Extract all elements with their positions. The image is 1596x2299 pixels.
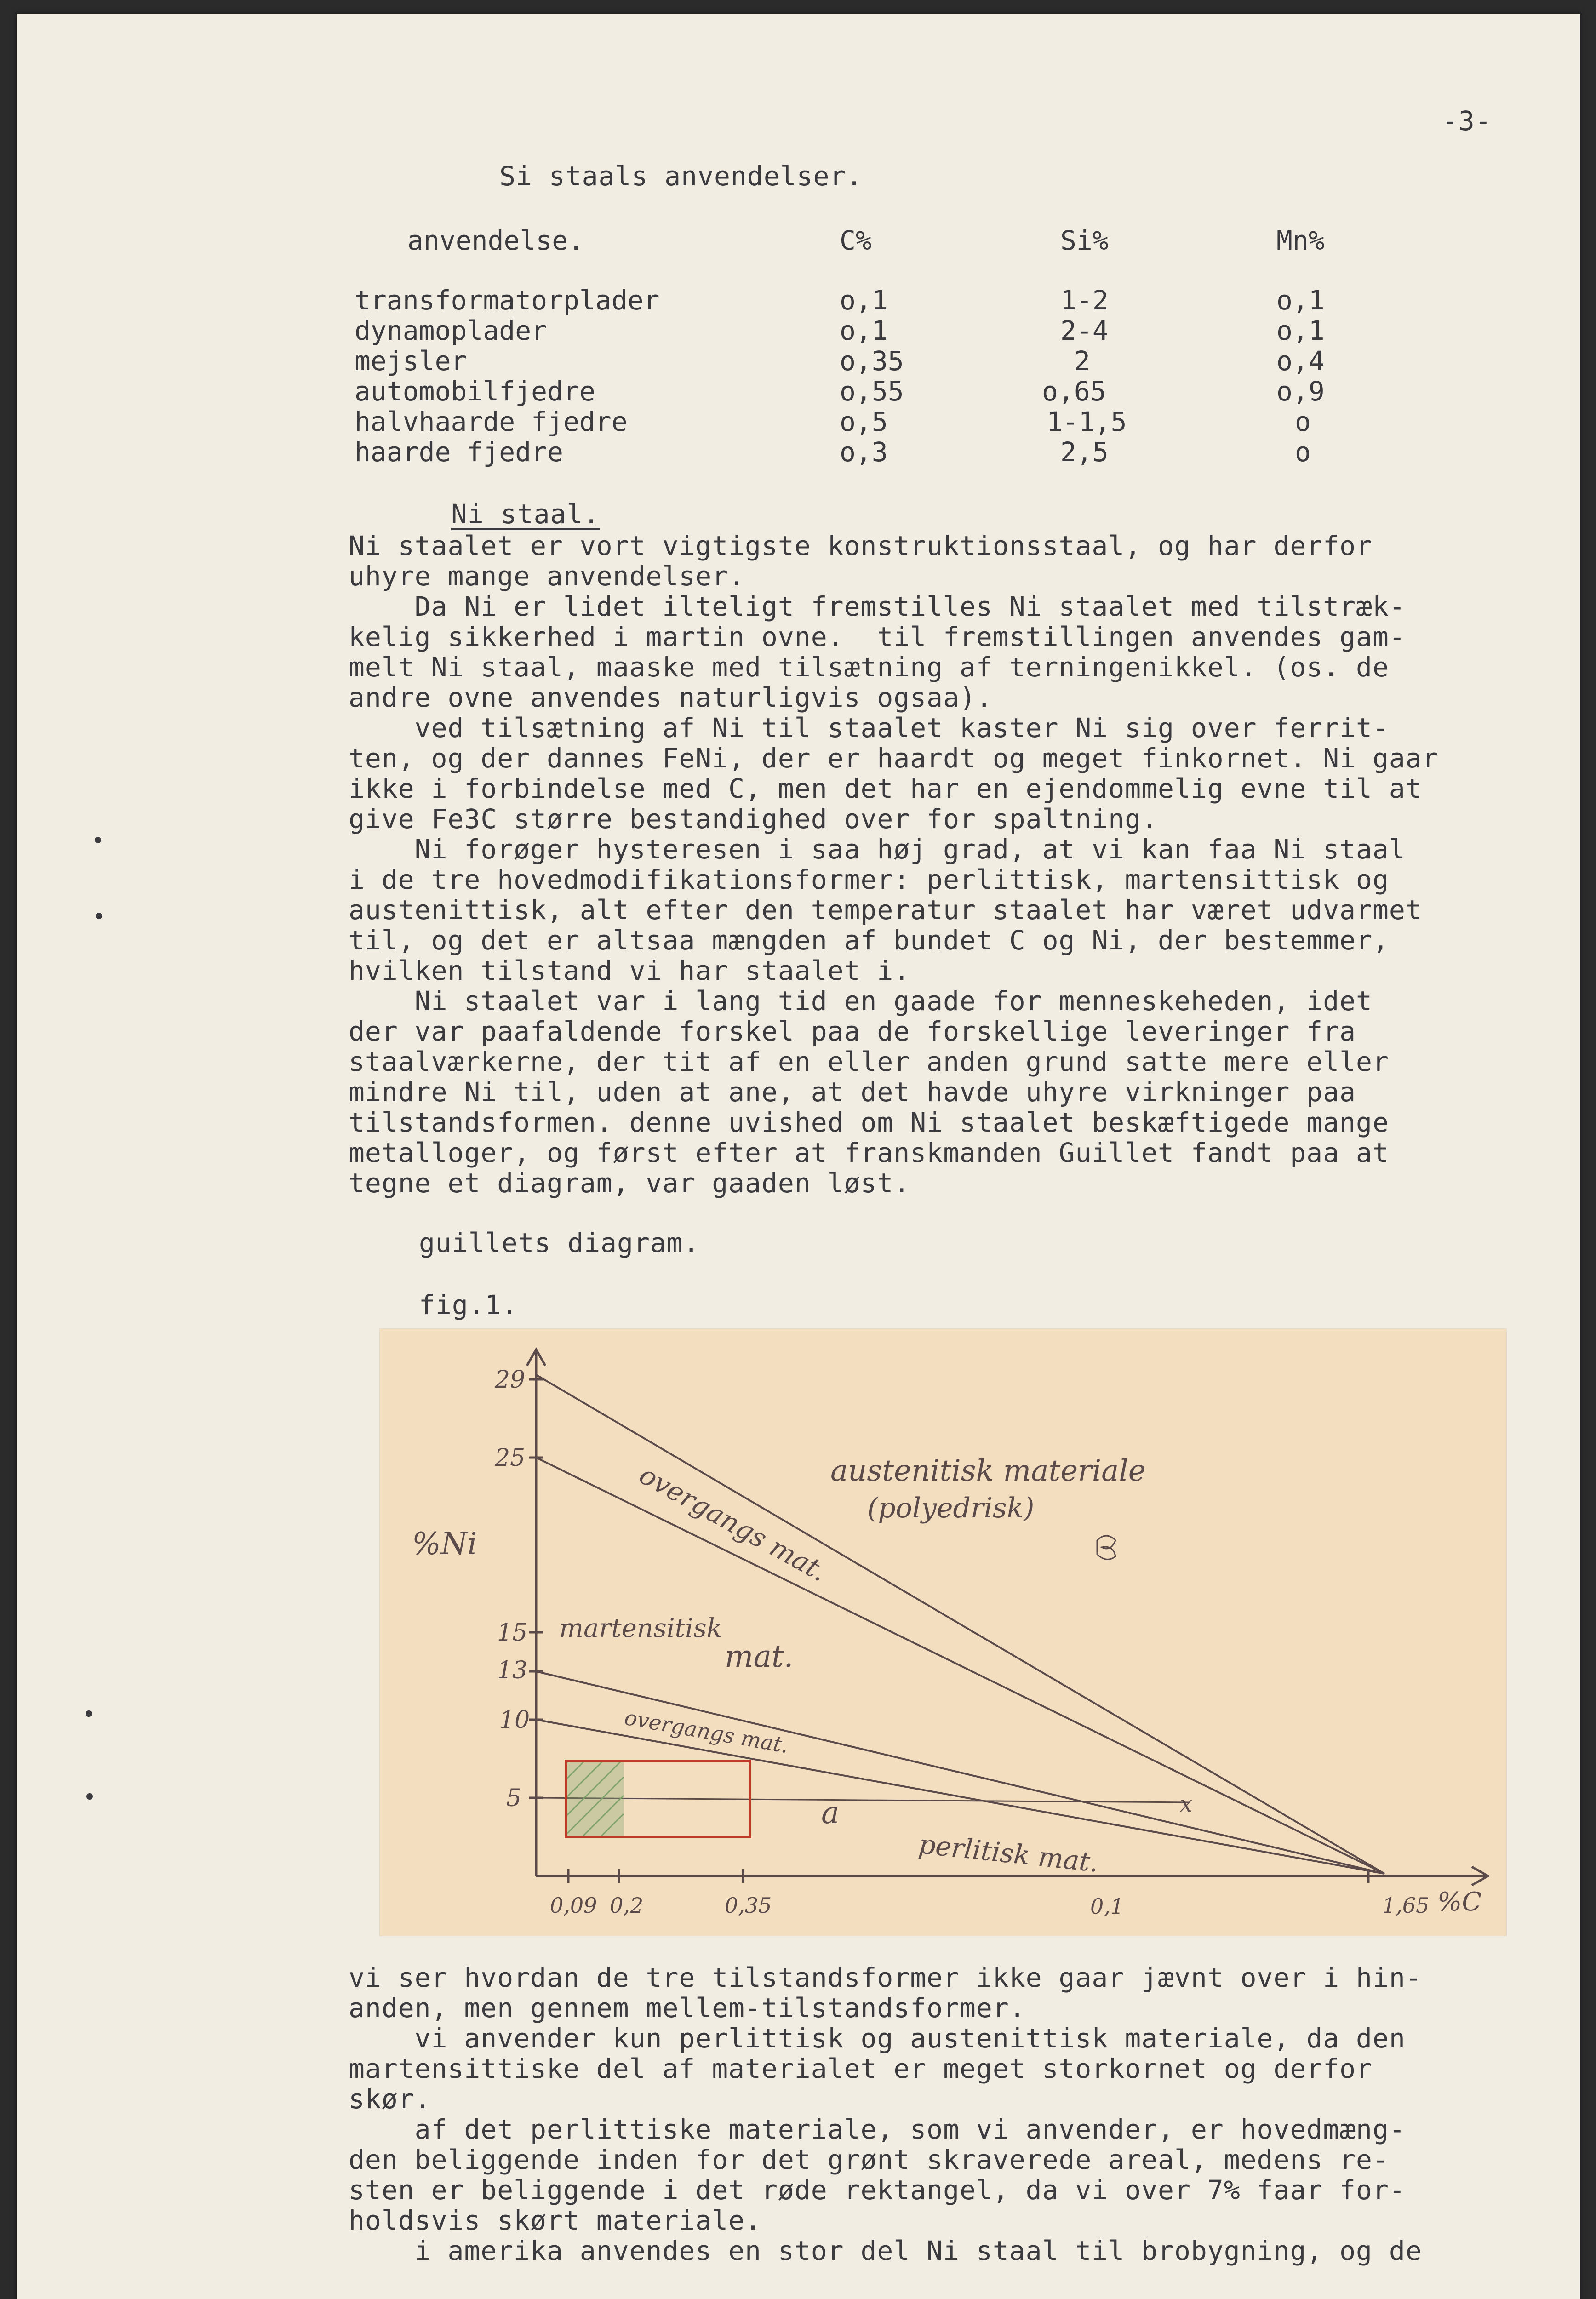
text-line: melt Ni staal, maaske med tilsætning af terningenikkel. (os. de — [349, 652, 1389, 683]
text-line: der var paafaldende forskel paa de forskellige leveringer fra — [349, 1016, 1356, 1047]
table-header-mn: Mn% — [1276, 225, 1325, 256]
text-line: Ni staalet var i lang tid en gaade for menneskeheden, idet — [349, 985, 1373, 1017]
table-cell: o,35 — [840, 345, 904, 377]
text-line: ten, og der dannes FeNi, der er haardt og meget finkornet. Ni gaar — [349, 743, 1439, 774]
text-line: metalloger, og først efter at franskmanden Guillet fandt paa at — [349, 1137, 1389, 1168]
guillet-diagram-figure — [380, 1329, 1506, 1936]
table-cell: o,3 — [840, 436, 888, 468]
binder-hole-mark — [95, 837, 101, 843]
y-tick-label: 5 — [506, 1784, 522, 1812]
page-number: -3- — [1442, 105, 1492, 137]
label-austenitic-sub: (polyedrisk) — [867, 1492, 1035, 1524]
table-cell: 2-4 — [1060, 315, 1109, 346]
x-tick-label: 0,35 — [725, 1893, 772, 1918]
table-cell: 2 — [1074, 345, 1090, 377]
scribble-mark — [1097, 1536, 1115, 1559]
text-line: give Fe3C større bestandighed over for spaltning. — [349, 803, 1158, 835]
label-martensitic: martensitisk — [559, 1613, 722, 1643]
table-row: transformatorplader — [355, 285, 660, 316]
text-line: anden, men gennem mellem-tilstandsformer. — [349, 1992, 1026, 2024]
table-row: dynamoplader — [355, 315, 548, 346]
binder-hole-mark — [96, 913, 102, 919]
text-line: ved tilsætning af Ni til staalet kaster Ni sig over ferrit- — [349, 712, 1389, 743]
table-cell: 1-2 — [1060, 285, 1109, 316]
label-martensitic-mat: mat. — [725, 1639, 794, 1674]
y-tick-label: 10 — [499, 1706, 530, 1734]
table-cell: o — [1295, 436, 1311, 468]
ni-steel-heading: Ni staal. — [451, 498, 600, 530]
y-tick-label: 25 — [495, 1444, 526, 1472]
text-line: vi anvender kun perlittisk og austenittisk materiale, da den — [349, 2023, 1406, 2054]
label-pearlitic: perlitisk mat. — [917, 1828, 1100, 1878]
y-tick-label: 29 — [495, 1366, 526, 1394]
y-tick-label: 15 — [497, 1619, 528, 1647]
binder-hole-mark — [86, 1793, 93, 1800]
text-line: staalværkerne, der tit af en eller anden grund satte mere eller — [349, 1046, 1389, 1077]
text-line: hvilken tilstand vi har staalet i. — [349, 955, 910, 986]
table-cell: o,4 — [1276, 345, 1325, 377]
text-line: af det perlittiske materiale, som vi anvender, er hovedmæng- — [349, 2114, 1406, 2145]
y-tick-labels — [494, 1366, 530, 1812]
table-row: mejsler — [355, 345, 467, 377]
text-line: tegne et diagram, var gaaden løst. — [349, 1167, 910, 1199]
text-line: andre ovne anvendes naturligvis ogsaa). — [349, 682, 993, 713]
x-tick-label: 0,09 — [550, 1893, 597, 1918]
section-title: Si staals anvendelser. — [499, 160, 863, 192]
label-point-a: a — [821, 1795, 840, 1830]
x-tick-label: 0,2 — [610, 1893, 644, 1918]
text-line: ikke i forbindelse med C, men det har en ejendommelig evne til at — [349, 773, 1422, 804]
x-tick-label: 1,65 — [1382, 1893, 1430, 1918]
guillet-diagram-svg — [380, 1329, 1506, 1936]
x-tick-labels — [550, 1893, 1429, 1919]
text-line: sten er beliggende i det røde rektangel, da vi over 7% faar for- — [349, 2174, 1406, 2206]
text-line: holdsvis skørt materiale. — [349, 2205, 761, 2236]
text-line: i de tre hovedmodifikationsformer: perlittisk, martensittisk og — [349, 864, 1389, 895]
label-austenitic: austenitisk materiale — [830, 1454, 1146, 1488]
figure-label: fig.1. — [419, 1289, 518, 1321]
text-line: skør. — [349, 2083, 431, 2115]
document-page — [17, 14, 1580, 2299]
x-tick-label: 0,1 — [1090, 1894, 1124, 1919]
label-transition-upper: overgangs mat. — [634, 1458, 833, 1588]
table-header-si: Si% — [1060, 225, 1109, 256]
table-cell: o,1 — [840, 315, 888, 346]
table-cell: o,1 — [1276, 285, 1325, 316]
y-tick-label: 13 — [497, 1657, 528, 1684]
x-axis-label: %C — [1437, 1887, 1482, 1917]
text-line: i amerika anvendes en stor del Ni staal til brobygning, og de — [349, 2235, 1422, 2266]
table-cell: o — [1295, 406, 1311, 437]
table-cell: 2,5 — [1060, 436, 1109, 468]
label-transition-lower: overgangs mat. — [623, 1704, 791, 1758]
y-axis-label: %Ni — [412, 1526, 477, 1561]
table-cell: o,9 — [1276, 376, 1325, 407]
table-row: automobilfjedre — [355, 376, 595, 407]
label-marker-x: x — [1180, 1791, 1193, 1817]
text-line: uhyre mange anvendelser. — [349, 560, 745, 592]
text-line: tilstandsformen. denne uvished om Ni staalet beskæftigede mange — [349, 1107, 1389, 1138]
text-line: austenittisk, alt efter den temperatur staalet har været udvarmet — [349, 894, 1422, 926]
diagram-title: guillets diagram. — [419, 1227, 700, 1258]
text-line: martensittiske del af materialet er meget storkornet og derfor — [349, 2053, 1373, 2084]
text-line: Ni forøger hysteresen i saa høj grad, at vi kan faa Ni staal — [349, 834, 1406, 865]
table-header-application: anvendelse. — [407, 225, 584, 256]
text-line: kelig sikkerhed i martin ovne. til fremstillingen anvendes gam- — [349, 621, 1406, 652]
table-cell: o,55 — [840, 376, 904, 407]
text-line: Ni staalet er vort vigtigste konstruktionsstaal, og har derfor — [349, 530, 1373, 561]
text-line: Da Ni er lidet ilteligt fremstilles Ni staalet med tilstræk- — [349, 591, 1406, 622]
table-cell: o,5 — [840, 406, 888, 437]
table-row: haarde fjedre — [355, 436, 563, 468]
text-line: til, og det er altsaa mængden af bundet C og Ni, der bestemmer, — [349, 925, 1389, 956]
text-line: den beliggende inden for det grønt skraverede areal, medens re- — [349, 2144, 1389, 2175]
table-row: halvhaarde fjedre — [355, 406, 628, 437]
binder-hole-mark — [86, 1710, 92, 1717]
table-header-c: C% — [840, 225, 872, 256]
table-cell: o,65 — [1042, 376, 1106, 407]
line-5-percent — [538, 1798, 1189, 1802]
table-cell: 1-1,5 — [1047, 406, 1127, 437]
text-line: vi ser hvordan de tre tilstandsformer ikke gaar jævnt over i hin- — [349, 1962, 1422, 1993]
green-hatched-area — [566, 1761, 624, 1837]
table-cell: o,1 — [1276, 315, 1325, 346]
table-cell: o,1 — [840, 285, 888, 316]
text-line: mindre Ni til, uden at ane, at det havde uhyre virkninger paa — [349, 1076, 1356, 1108]
